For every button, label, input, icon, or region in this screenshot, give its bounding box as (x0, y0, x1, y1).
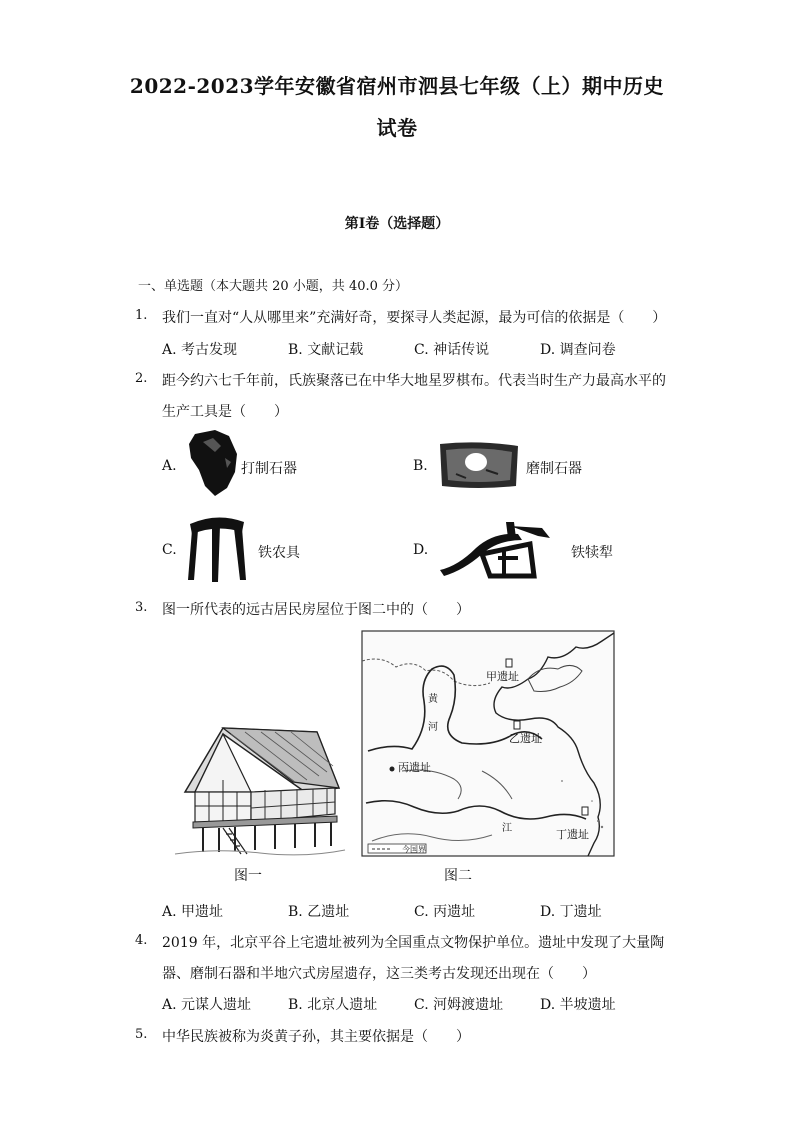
chipped-stone-tool-icon (185, 428, 241, 498)
map-label-bing: 丙遗址 (398, 761, 431, 774)
option-a[interactable]: A. 考古发现 (162, 342, 238, 358)
map-legend: 今国界 (402, 845, 426, 854)
question-number: 4. (135, 933, 148, 948)
figure1-caption: 图一 (234, 868, 262, 884)
option-d[interactable]: D. 半坡遗址 (540, 997, 616, 1013)
option-b[interactable]: B. 乙遗址 (288, 904, 350, 920)
question-text: 我们一直对“人从哪里来”充满好奇，要探寻人类起源，最为可信的依据是（ ） (162, 310, 667, 326)
site-map (362, 631, 614, 856)
question-number: 3. (135, 600, 148, 615)
question-number: 1. (135, 308, 148, 323)
question-number: 2. (135, 371, 148, 386)
figure2-caption: 图二 (444, 868, 472, 884)
question-text-line2: 生产工具是（ ） (162, 404, 288, 420)
option-c[interactable]: C. 神话传说 (414, 342, 490, 358)
polished-stone-tool-icon (436, 440, 522, 492)
question-text: 图一所代表的远古居民房屋位于图二中的（ ） (162, 602, 470, 618)
option-c-label: 铁农具 (258, 545, 300, 561)
stilt-house-illustration (175, 720, 345, 855)
iron-farm-tool-icon (184, 510, 250, 584)
option-a-letter[interactable]: A. (162, 458, 177, 474)
question-text-line1: 距今约六七千年前，氏族聚落已在中华大地星罗棋布。代表当时生产力最高水平的 (162, 373, 666, 389)
map-label-yi: 乙遗址 (509, 732, 542, 745)
map-label-ding: 丁遗址 (556, 828, 589, 841)
option-b[interactable]: B. 北京人遗址 (288, 997, 378, 1013)
paper-title-line2: 试卷 (376, 116, 418, 140)
question-text-line2: 器、磨制石器和半地穴式房屋遗存，这三类考古发现还出现在（ ） (162, 966, 596, 982)
question-number: 5. (135, 1027, 148, 1042)
map-label-yellow-river-2: 河 (428, 722, 438, 733)
option-a[interactable]: A. 元谋人遗址 (162, 997, 252, 1013)
question-text-line1: 2019 年，北京平谷上宅遗址被列为全国重点文物保护单位。遗址中发现了大量陶 (162, 935, 665, 951)
paper-title-line1: 2022-2023学年安徽省宿州市泗县七年级（上）期中历史 (129, 74, 665, 98)
section-heading: 第Ⅰ卷（选择题） (344, 216, 450, 232)
option-b-letter[interactable]: B. (413, 458, 428, 474)
part-heading: 一、单选题（本大题共 20 小题，共 40.0 分） (138, 279, 409, 294)
option-b[interactable]: B. 文献记载 (288, 342, 364, 358)
map-label-yellow-river-1: 黄 (428, 694, 438, 705)
iron-plough-icon (438, 518, 556, 580)
option-c[interactable]: C. 河姆渡遗址 (414, 997, 504, 1013)
option-a[interactable]: A. 甲遗址 (162, 904, 224, 920)
option-c-letter[interactable]: C. (162, 542, 177, 558)
option-d[interactable]: D. 调查问卷 (540, 342, 616, 358)
option-a-label: 打制石器 (241, 461, 297, 477)
option-b-label: 磨制石器 (526, 461, 582, 477)
option-d-letter[interactable]: D. (413, 542, 429, 558)
option-c[interactable]: C. 丙遗址 (414, 904, 476, 920)
question-text: 中华民族被称为炎黄子孙，其主要依据是（ ） (162, 1029, 470, 1045)
map-label-river: 江 (502, 823, 512, 834)
option-d-label: 铁犊犁 (571, 545, 613, 561)
map-label-jia: 甲遗址 (486, 670, 519, 683)
option-d[interactable]: D. 丁遗址 (540, 904, 602, 920)
